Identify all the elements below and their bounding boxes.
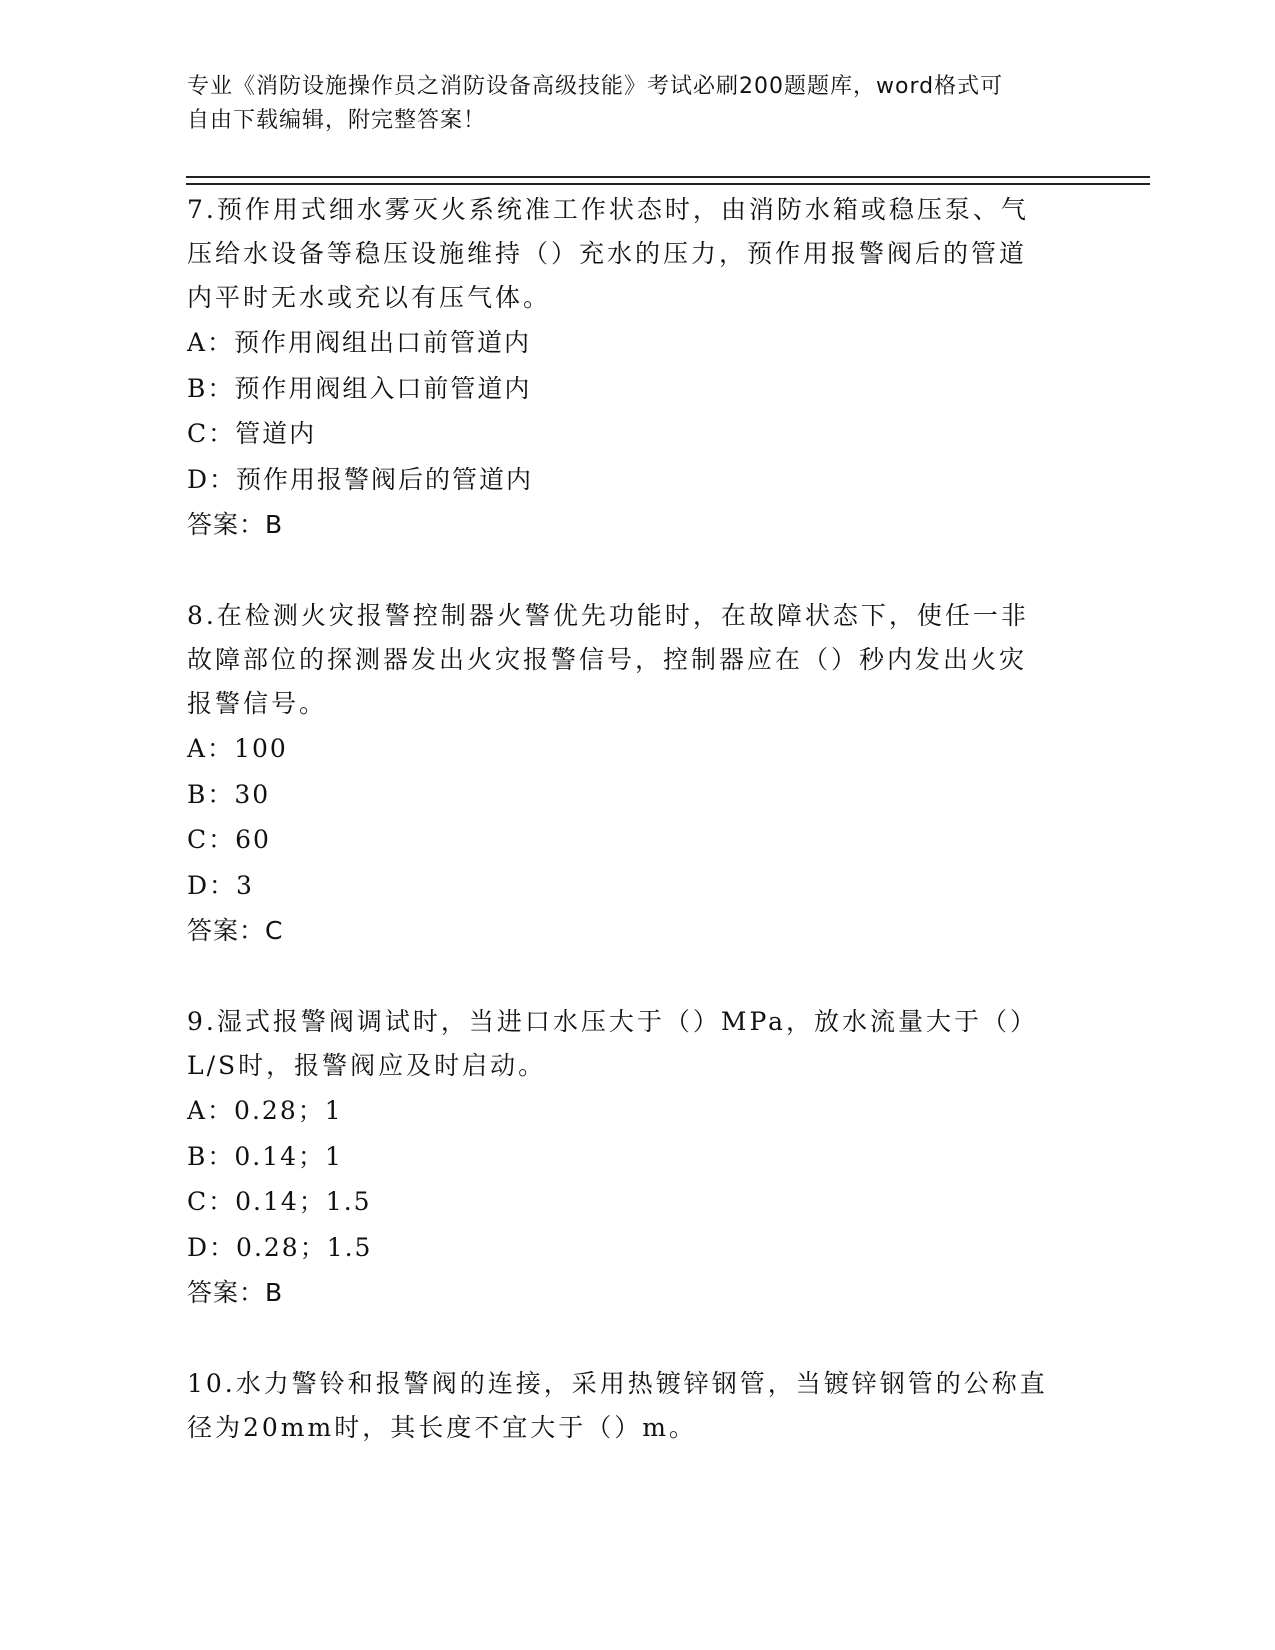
question-spacer — [187, 954, 1067, 1000]
option-d: D：预作用报警阀后的管道内 — [187, 464, 534, 494]
header-divider — [186, 183, 1150, 185]
option-a: A：预作用阀组出口前管道内 — [187, 328, 532, 357]
question-stem — [187, 1000, 1067, 1088]
option-b: B：预作用阀组入口前管道内 — [187, 373, 532, 403]
stem-line: 报警信号。 — [187, 689, 328, 718]
question-item — [187, 594, 1067, 954]
option-c: C：0.14；1.5 — [187, 1187, 372, 1216]
stem-line: 7.预作用式细水雾灭火系统准工作状态时，由消防水箱或稳压泵、气 — [187, 195, 1029, 224]
stem-line: 内平时无水或充以有压气体。 — [187, 283, 552, 312]
option-b: B：0.14；1 — [187, 1141, 343, 1171]
question-item — [187, 1000, 1067, 1316]
option-d: D：3 — [187, 870, 254, 900]
question-spacer — [187, 548, 1067, 594]
header-line: 专业《消防设施操作员之消防设备高级技能》考试必刷200题题库，word格式可 — [187, 74, 1004, 99]
option-c: C：管道内 — [187, 419, 317, 448]
header-line: 自由下载编辑，附完整答案！ — [187, 108, 487, 133]
option-b: B：30 — [187, 779, 271, 809]
stem-line: 9.湿式报警阀调试时，当进口水压大于（）MPa，放水流量大于（） — [187, 1007, 1039, 1036]
stem-line: 故障部位的探测器发出火灾报警信号，控制器应在（）秒内发出火灾 — [187, 645, 1028, 674]
question-item — [187, 1362, 1067, 1450]
option-a: A：100 — [187, 734, 288, 763]
option-a: A：0.28；1 — [187, 1096, 343, 1125]
question-stem — [187, 1362, 1067, 1450]
stem-line: L/S时，报警阀应及时启动。 — [187, 1051, 547, 1080]
document-header — [187, 70, 1067, 138]
stem-line: 10.水力警铃和报警阀的连接，采用热镀锌钢管，当镀锌钢管的公称直 — [187, 1369, 1048, 1398]
question-item — [187, 188, 1067, 548]
answer-label: 答案：B — [187, 510, 284, 539]
question-stem — [187, 188, 1067, 320]
option-c: C：60 — [187, 825, 271, 854]
stem-line: 8.在检测火灾报警控制器火警优先功能时，在故障状态下，使任一非 — [187, 601, 1029, 630]
header-divider — [186, 176, 1150, 178]
question-stem — [187, 594, 1067, 726]
question-spacer — [187, 1316, 1067, 1362]
stem-line: 压给水设备等稳压设施维持（）充水的压力，预作用报警阀后的管道 — [187, 239, 1028, 268]
question-list — [187, 188, 1067, 1450]
option-d: D：0.28；1.5 — [187, 1232, 373, 1262]
answer-label: 答案：B — [187, 1278, 284, 1307]
answer-label: 答案：C — [187, 916, 284, 945]
stem-line: 径为20mm时，其长度不宜大于（）m。 — [187, 1413, 697, 1442]
